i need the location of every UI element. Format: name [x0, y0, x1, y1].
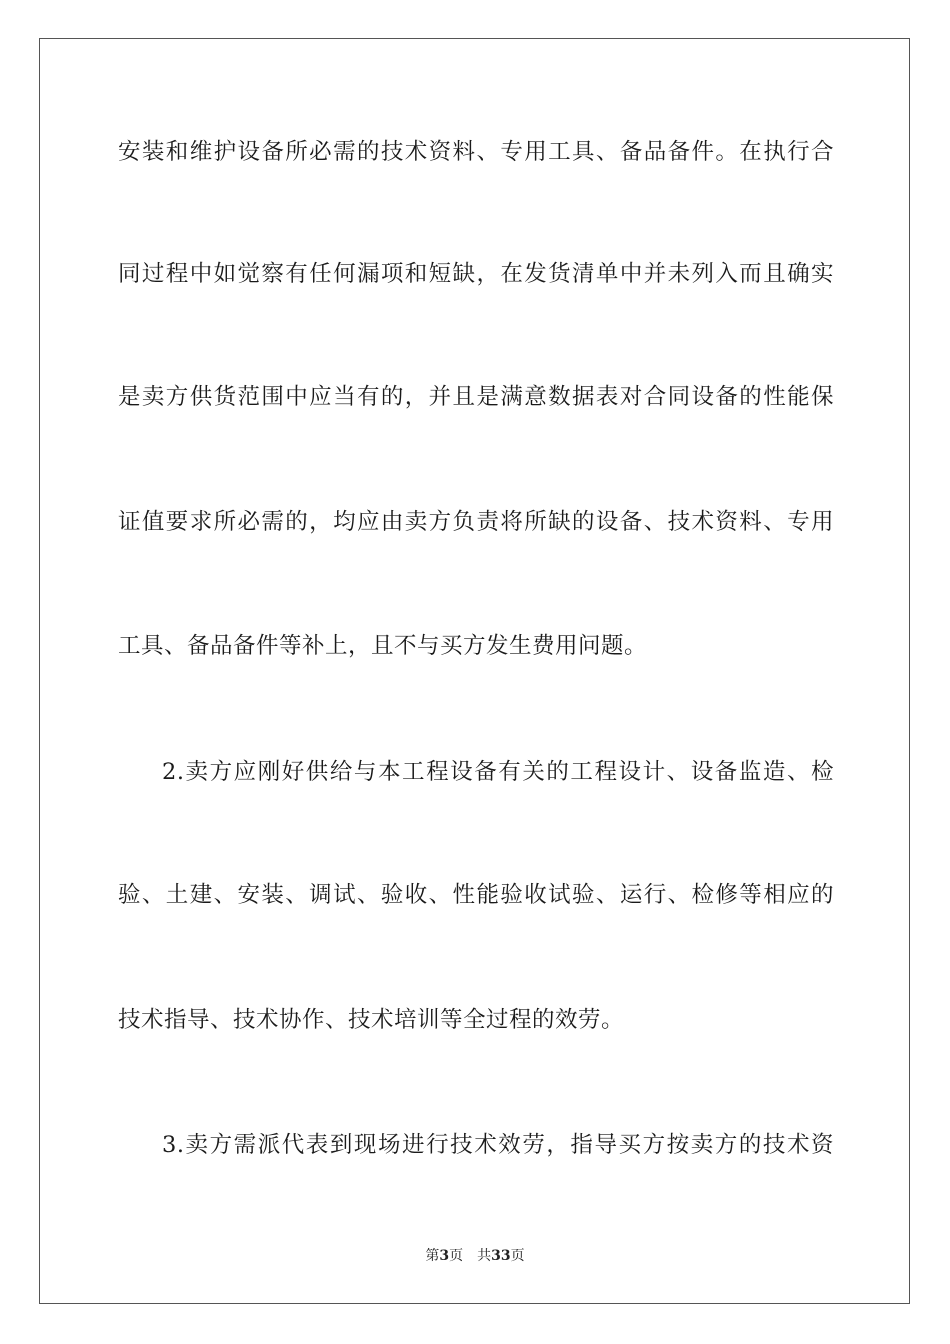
page-footer [0, 1247, 950, 1265]
body-text-line: 同过程中如觉察有任何漏项和短缺，在发货清单中并未列入而且确实 [118, 261, 834, 287]
body-text-line: 验、土建、安装、调试、验收、性能验收试验、运行、检修等相应的 [118, 882, 834, 908]
total-pages: 33 [491, 1248, 511, 1264]
page-suffix: 页 [449, 1248, 464, 1264]
page-prefix: 第 [425, 1248, 440, 1264]
body-text-line: 证值要求所必需的，均应由卖方负责将所缺的设备、技术资料、专用 [118, 509, 834, 535]
page-border [39, 38, 910, 1304]
body-text-line: 安装和维护设备所必需的技术资料、专用工具、备品备件。在执行合 [118, 139, 834, 165]
body-text-line: 是卖方供货范围中应当有的，并且是满意数据表对合同设备的性能保 [118, 384, 834, 410]
page-number: 3 [439, 1248, 450, 1264]
numbered-paragraph-2: 2.卖方应刚好供给与本工程设备有关的工程设计、设备监造、检 [162, 759, 834, 785]
body-text-line: 工具、备品备件等补上，且不与买方发生费用问题。 [118, 633, 648, 659]
total-prefix: 共 [477, 1248, 492, 1264]
total-suffix: 页 [510, 1248, 525, 1264]
body-text-line: 技术指导、技术协作、技术培训等全过程的效劳。 [118, 1007, 625, 1033]
numbered-paragraph-3: 3.卖方需派代表到现场进行技术效劳，指导买方按卖方的技术资 [162, 1132, 834, 1158]
